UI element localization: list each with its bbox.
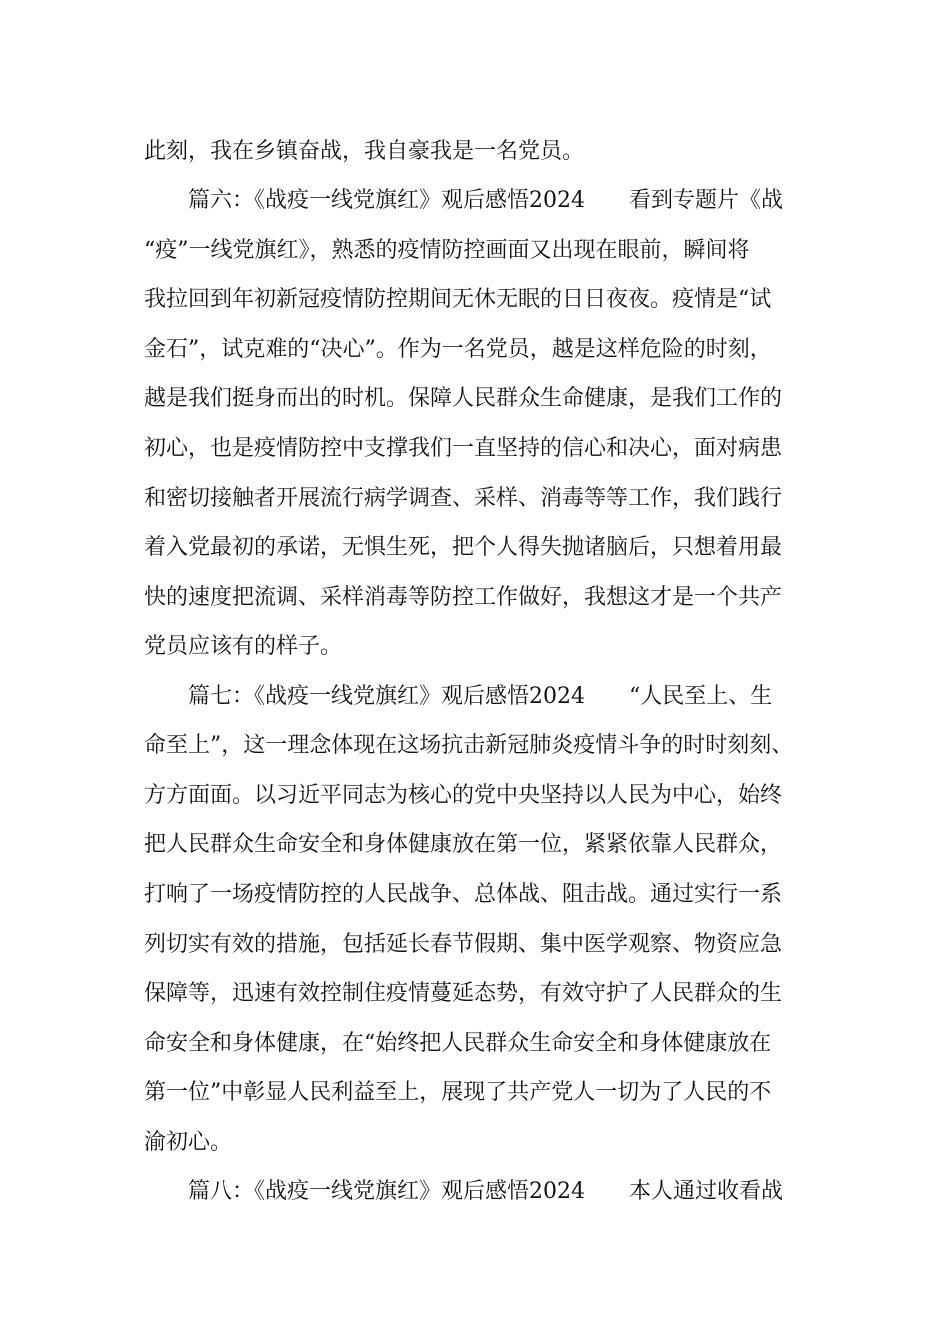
paragraph-line: 第一位”中彰显人民利益至上，展现了共产党人一切为了人民的不: [144, 1080, 772, 1105]
paragraph-line: 和密切接触者开展流行病学调查、采样、消毒等等工作，我们践行: [144, 486, 783, 511]
paragraph-line: 方方面面。以习近平同志为核心的党中央坚持以人民为中心，始终: [144, 783, 783, 808]
paragraph-line: 命安全和身体健康，在“始终把人民群众生命安全和身体健康放在: [144, 1031, 772, 1056]
paragraph-line: “疫”一线党旗红》，熟悉的疫情防控画面又出现在眼前，瞬间将: [144, 238, 750, 263]
paragraph-line: 我拉回到年初新冠疫情防控期间无休无眠的日日夜夜。疫情是“试: [144, 287, 772, 312]
paragraph-line: 此刻，我在乡镇奋战，我自豪我是一名党员。: [144, 139, 585, 164]
section-heading-line: 篇六：《战疫一线党旗红》观后感悟2024 看到专题片《战: [188, 188, 783, 213]
paragraph-line: 越是我们挺身而出的时机。保障人民群众生命健康，是我们工作的: [144, 386, 783, 411]
paragraph-line: 保障等，迅速有效控制住疫情蔓延态势，有效守护了人民群众的生: [144, 981, 783, 1006]
section-heading-line: 篇八：《战疫一线党旗红》观后感悟2024 本人通过收看战: [188, 1179, 783, 1204]
paragraph-line: 金石”，试克难的“决心”。作为一名党员，越是这样危险的时刻，: [144, 337, 772, 362]
paragraph-line: 党员应该有的样子。: [144, 634, 343, 659]
paragraph-line: 初心，也是疫情防控中支撑我们一直坚持的信心和决心，面对病患: [144, 436, 783, 461]
paragraph-line: 把人民群众生命安全和身体健康放在第一位，紧紧依靠人民群众，: [144, 832, 783, 857]
paragraph-line: 渝初心。: [144, 1130, 233, 1155]
paragraph-line: 着入党最初的承诺，无惧生死，把个人得失抛诸脑后，只想着用最: [144, 535, 783, 560]
paragraph-line: 列切实有效的措施，包括延长春节假期、集中医学观察、物资应急: [144, 932, 783, 957]
paragraph-line: 快的速度把流调、采样消毒等防控工作做好，我想这才是一个共产: [144, 585, 783, 610]
paragraph-line: 打响了一场疫情防控的人民战争、总体战、阻击战。通过实行一系: [144, 882, 783, 907]
paragraph-line: 命至上”，这一理念体现在这场抗击新冠肺炎疫情斗争的时时刻刻、: [144, 733, 794, 758]
section-heading-line: 篇七：《战疫一线党旗红》观后感悟2024 “人民至上、生: [188, 684, 773, 709]
